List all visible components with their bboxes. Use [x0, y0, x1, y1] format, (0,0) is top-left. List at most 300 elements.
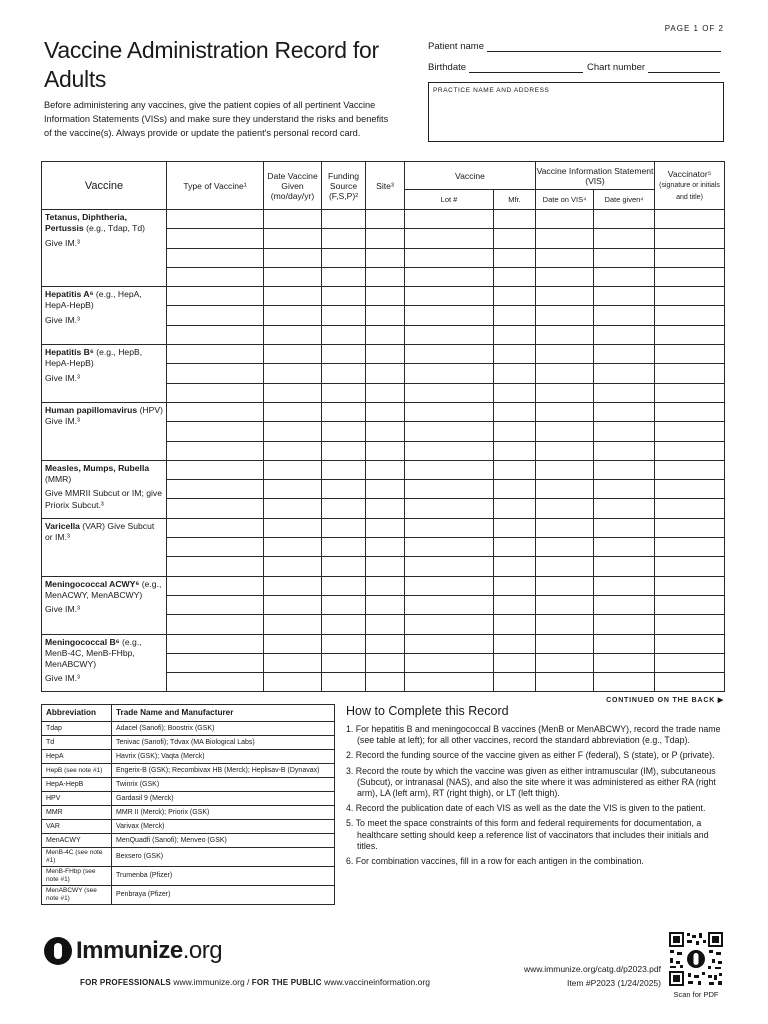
entry-cell[interactable] [494, 345, 536, 364]
entry-cell[interactable] [366, 267, 405, 286]
entry-cell[interactable] [264, 673, 322, 692]
entry-cell[interactable] [264, 518, 322, 537]
entry-cell[interactable] [655, 634, 725, 653]
entry-cell[interactable] [322, 499, 366, 518]
abbr-row [42, 848, 335, 867]
entry-cell[interactable] [405, 538, 494, 557]
entry-cell[interactable] [536, 383, 594, 402]
birthdate-field[interactable] [428, 61, 583, 73]
abbreviation-table [41, 704, 335, 905]
col-vaccine: Vaccine [42, 162, 167, 210]
entry-cell[interactable] [536, 460, 594, 479]
entry-cell[interactable] [366, 595, 405, 614]
entry-cell[interactable] [405, 576, 494, 595]
entry-cell[interactable] [167, 267, 264, 286]
document-url[interactable]: www.immunize.org/catg.d/p2023.pdf [523, 964, 661, 974]
vaccine-name-cell [42, 518, 167, 576]
entry-cell[interactable] [167, 345, 264, 364]
how-to-item: 3. Record the route by which the vaccine was given as either intramuscular (IM), subcutaneous (Subcut), or intranasal (NAS), and also the site where it was administered as either RA (right arm), LA (left arm), RT (right thigh), or LT (left thigh). [346, 765, 716, 799]
entry-cell[interactable] [366, 422, 405, 441]
entry-cell[interactable] [366, 364, 405, 383]
birthdate-label: Birthdate [428, 62, 467, 73]
entry-cell[interactable] [494, 460, 536, 479]
entry-cell[interactable] [655, 518, 725, 537]
entry-cell[interactable] [405, 306, 494, 325]
entry-cell[interactable] [594, 595, 655, 614]
entry-cell[interactable] [167, 576, 264, 595]
entry-cell[interactable] [594, 287, 655, 306]
entry-cell[interactable] [322, 383, 366, 402]
abbr-row [42, 736, 335, 750]
entry-cell[interactable] [655, 306, 725, 325]
practice-label: PRACTICE NAME AND ADDRESS [433, 87, 550, 94]
entry-cell[interactable] [494, 267, 536, 286]
entry-cell[interactable] [264, 287, 322, 306]
entry-cell[interactable] [405, 615, 494, 634]
entry-cell[interactable] [366, 653, 405, 672]
entry-cell[interactable] [366, 383, 405, 402]
entry-cell[interactable] [366, 634, 405, 653]
entry-cell[interactable] [264, 364, 322, 383]
continued-on-back: CONTINUED ON THE BACK ▶ [606, 697, 724, 704]
entry-cell[interactable] [594, 653, 655, 672]
entry-cell[interactable] [322, 210, 366, 229]
entry-cell[interactable] [536, 345, 594, 364]
entry-cell[interactable] [264, 557, 322, 576]
abbr-row [42, 792, 335, 806]
entry-cell[interactable] [536, 576, 594, 595]
vaccine-name: Varicella [45, 520, 80, 531]
col-vaccine-group: Vaccine [405, 162, 536, 190]
entry-cell[interactable] [167, 480, 264, 499]
how-to-item: 6. For combination vaccines, fill in a row for each antigen in the combination. [346, 856, 644, 867]
abbr-row [42, 886, 335, 905]
immunize-logo[interactable] [44, 937, 222, 965]
entry-cell[interactable] [494, 538, 536, 557]
entry-cell[interactable] [655, 460, 725, 479]
entry-cell[interactable] [405, 634, 494, 653]
abbreviation-cell: MMR [42, 806, 112, 820]
vaccine-examples: (HPV) Give IM.³ [45, 404, 163, 427]
entry-cell[interactable] [494, 229, 536, 248]
entry-cell[interactable] [405, 595, 494, 614]
entry-cell[interactable] [264, 653, 322, 672]
entry-cell[interactable] [655, 383, 725, 402]
entry-cell[interactable] [366, 499, 405, 518]
entry-cell[interactable] [536, 325, 594, 344]
document-info [524, 962, 661, 990]
entry-cell[interactable] [405, 248, 494, 267]
entry-cell[interactable] [536, 422, 594, 441]
entry-cell[interactable] [264, 229, 322, 248]
entry-cell[interactable] [655, 267, 725, 286]
trade-name-cell: Gardasil 9 (Merck) [112, 792, 335, 806]
entry-cell[interactable] [594, 402, 655, 421]
entry-cell[interactable] [594, 557, 655, 576]
entry-cell[interactable] [536, 595, 594, 614]
entry-cell[interactable] [264, 441, 322, 460]
entry-cell[interactable] [366, 441, 405, 460]
entry-cell[interactable] [264, 595, 322, 614]
entry-cell[interactable] [536, 499, 594, 518]
entry-cell[interactable] [167, 441, 264, 460]
abbr-header: Abbreviation [42, 705, 112, 722]
entry-cell[interactable] [167, 248, 264, 267]
entry-cell[interactable] [655, 325, 725, 344]
entry-cell[interactable] [366, 576, 405, 595]
col-vis-group: Vaccine Information Statement (VIS) [536, 162, 655, 190]
entry-cell[interactable] [264, 499, 322, 518]
entry-cell[interactable] [167, 306, 264, 325]
entry-cell[interactable] [494, 634, 536, 653]
item-number: Item #P2023 (1/24/2025) [566, 978, 661, 988]
entry-cell[interactable] [167, 229, 264, 248]
entry-cell[interactable] [536, 615, 594, 634]
entry-cell[interactable] [167, 557, 264, 576]
record-row [42, 634, 725, 653]
entry-cell[interactable] [536, 306, 594, 325]
entry-cell[interactable] [322, 653, 366, 672]
entry-cell[interactable] [594, 345, 655, 364]
entry-cell[interactable] [594, 634, 655, 653]
entry-cell[interactable] [655, 210, 725, 229]
entry-cell[interactable] [167, 634, 264, 653]
vaccine-examples: (e.g., HepB, HepA-HepB) [45, 347, 143, 369]
vaccinator-header: Vaccinator⁵ [667, 168, 712, 179]
col-funding: Funding Source (F,S,P)² [322, 162, 366, 210]
entry-cell[interactable] [264, 576, 322, 595]
entry-cell[interactable] [366, 402, 405, 421]
entry-cell[interactable] [594, 518, 655, 537]
entry-cell[interactable] [536, 248, 594, 267]
trade-name-cell: Trumenba (Pfizer) [112, 867, 335, 886]
entry-cell[interactable] [536, 229, 594, 248]
col-vis-date: Date on VIS⁴ [536, 190, 594, 210]
entry-cell[interactable] [366, 325, 405, 344]
entry-cell[interactable] [536, 210, 594, 229]
entry-cell[interactable] [655, 287, 725, 306]
entry-cell[interactable] [366, 345, 405, 364]
abbr-row [42, 867, 335, 886]
entry-cell[interactable] [594, 441, 655, 460]
vaccinator-note: (signature or initials and title) [659, 181, 720, 201]
how-to-list [346, 724, 726, 867]
entry-cell[interactable] [167, 402, 264, 421]
patient-name-label: Patient name [428, 41, 484, 52]
patient-name-line[interactable] [487, 40, 721, 52]
entry-cell[interactable] [167, 595, 264, 614]
entry-cell[interactable] [494, 383, 536, 402]
entry-cell[interactable] [536, 402, 594, 421]
entry-cell[interactable] [536, 557, 594, 576]
entry-cell[interactable] [594, 248, 655, 267]
entry-cell[interactable] [264, 267, 322, 286]
entry-cell[interactable] [594, 364, 655, 383]
entry-cell[interactable] [655, 557, 725, 576]
entry-cell[interactable] [322, 267, 366, 286]
entry-cell[interactable] [167, 460, 264, 479]
entry-cell[interactable] [536, 673, 594, 692]
entry-cell[interactable] [322, 287, 366, 306]
entry-cell[interactable] [167, 422, 264, 441]
entry-cell[interactable] [594, 422, 655, 441]
entry-cell[interactable] [322, 538, 366, 557]
public-link[interactable]: www.vaccineinformation.org [324, 977, 430, 987]
entry-cell[interactable] [536, 634, 594, 653]
vaccine-examples: (e.g., HepA, HepA-HepB) [45, 289, 142, 311]
trade-name-cell: Havrix (GSK); Vaqta (Merck) [112, 750, 335, 764]
entry-cell[interactable] [655, 248, 725, 267]
entry-cell[interactable] [322, 441, 366, 460]
entry-cell[interactable] [494, 480, 536, 499]
entry-cell[interactable] [167, 383, 264, 402]
entry-cell[interactable] [655, 422, 725, 441]
entry-cell[interactable] [405, 673, 494, 692]
entry-cell[interactable] [494, 402, 536, 421]
entry-cell[interactable] [366, 287, 405, 306]
entry-cell[interactable] [167, 673, 264, 692]
patient-name-field[interactable] [428, 40, 721, 52]
entry-cell[interactable] [167, 499, 264, 518]
entry-cell[interactable] [366, 306, 405, 325]
record-body [42, 210, 725, 692]
entry-cell[interactable] [494, 499, 536, 518]
entry-cell[interactable] [536, 267, 594, 286]
entry-cell[interactable] [167, 325, 264, 344]
entry-cell[interactable] [405, 402, 494, 421]
entry-cell[interactable] [322, 673, 366, 692]
how-to-item: 5. To meet the space constraints of this form and federal requirements for documentation, a healthcare setting should keep a reference list of vaccinators that includes their initials and titles. [346, 818, 709, 851]
entry-cell[interactable] [536, 538, 594, 557]
entry-cell[interactable] [264, 306, 322, 325]
entry-cell[interactable] [536, 480, 594, 499]
entry-cell[interactable] [405, 267, 494, 286]
entry-cell[interactable] [322, 229, 366, 248]
entry-cell[interactable] [494, 557, 536, 576]
entry-cell[interactable] [366, 480, 405, 499]
entry-cell[interactable] [405, 653, 494, 672]
entry-cell[interactable] [264, 538, 322, 557]
entry-cell[interactable] [366, 210, 405, 229]
practice-box[interactable] [428, 82, 724, 142]
entry-cell[interactable] [536, 287, 594, 306]
record-row [42, 287, 725, 306]
entry-cell[interactable] [322, 595, 366, 614]
trade-name-cell: MenQuadfi (Sanofi); Menveo (GSK) [112, 834, 335, 848]
entry-cell[interactable] [536, 441, 594, 460]
chart-number-line[interactable] [648, 61, 720, 73]
entry-cell[interactable] [322, 325, 366, 344]
entry-cell[interactable] [322, 422, 366, 441]
entry-cell[interactable] [405, 480, 494, 499]
entry-cell[interactable] [366, 557, 405, 576]
entry-cell[interactable] [494, 653, 536, 672]
trade-name-cell: Bexsero (GSK) [112, 848, 335, 867]
entry-cell[interactable] [655, 595, 725, 614]
entry-cell[interactable] [322, 306, 366, 325]
entry-cell[interactable] [594, 538, 655, 557]
entry-cell[interactable] [655, 499, 725, 518]
entry-cell[interactable] [167, 364, 264, 383]
qr-code-icon[interactable] [668, 931, 724, 987]
entry-cell[interactable] [167, 615, 264, 634]
entry-cell[interactable] [264, 402, 322, 421]
entry-cell[interactable] [264, 248, 322, 267]
vaccine-name-cell [42, 345, 167, 403]
abbreviation-cell: MenACWY [42, 834, 112, 848]
entry-cell[interactable] [594, 383, 655, 402]
entry-cell[interactable] [494, 576, 536, 595]
entry-cell[interactable] [494, 441, 536, 460]
entry-cell[interactable] [494, 248, 536, 267]
abbreviation-cell: Tdap [42, 722, 112, 736]
entry-cell[interactable] [405, 325, 494, 344]
entry-cell[interactable] [405, 460, 494, 479]
entry-cell[interactable] [594, 325, 655, 344]
entry-cell[interactable] [494, 306, 536, 325]
entry-cell[interactable] [322, 615, 366, 634]
abbr-row [42, 820, 335, 834]
abbreviation-cell: MenB-4C (see note #1) [42, 848, 112, 867]
entry-cell[interactable] [322, 345, 366, 364]
entry-cell[interactable] [655, 576, 725, 595]
entry-cell[interactable] [264, 325, 322, 344]
entry-cell[interactable] [594, 499, 655, 518]
entry-cell[interactable] [264, 480, 322, 499]
entry-cell[interactable] [322, 460, 366, 479]
entry-cell[interactable] [322, 576, 366, 595]
entry-cell[interactable] [366, 615, 405, 634]
entry-cell[interactable] [655, 345, 725, 364]
entry-cell[interactable] [655, 402, 725, 421]
abbreviation-cell: HPV [42, 792, 112, 806]
entry-cell[interactable] [494, 325, 536, 344]
entry-cell[interactable] [655, 229, 725, 248]
record-row [42, 460, 725, 479]
entry-cell[interactable] [494, 364, 536, 383]
entry-cell[interactable] [322, 518, 366, 537]
entry-cell[interactable] [655, 653, 725, 672]
entry-cell[interactable] [494, 595, 536, 614]
entry-cell[interactable] [366, 673, 405, 692]
entry-cell[interactable] [536, 653, 594, 672]
vaccine-name: Measles, Mumps, Rubella [45, 462, 150, 473]
vaccine-name-cell [42, 287, 167, 345]
vaccine-name-cell [42, 634, 167, 692]
entry-cell[interactable] [655, 441, 725, 460]
entry-cell[interactable] [264, 615, 322, 634]
for-professionals-label: FOR PROFESSIONALS [80, 978, 171, 987]
entry-cell[interactable] [405, 383, 494, 402]
entry-cell[interactable] [594, 229, 655, 248]
entry-cell[interactable] [405, 557, 494, 576]
entry-cell[interactable] [655, 673, 725, 692]
abbreviation-cell: HepA [42, 750, 112, 764]
vaccine-route: Give IM.³ [45, 673, 80, 684]
entry-cell[interactable] [322, 402, 366, 421]
entry-cell[interactable] [594, 673, 655, 692]
entry-cell[interactable] [322, 364, 366, 383]
entry-cell[interactable] [494, 210, 536, 229]
entry-cell[interactable] [594, 615, 655, 634]
entry-cell[interactable] [405, 518, 494, 537]
entry-cell[interactable] [167, 210, 264, 229]
entry-cell[interactable] [594, 576, 655, 595]
col-site: Site³ [366, 162, 405, 210]
page-number: PAGE 1 OF 2 [664, 24, 724, 33]
entry-cell[interactable] [264, 210, 322, 229]
entry-cell[interactable] [366, 229, 405, 248]
how-to-section [346, 704, 726, 871]
entry-cell[interactable] [655, 538, 725, 557]
entry-cell[interactable] [655, 480, 725, 499]
entry-cell[interactable] [264, 634, 322, 653]
entry-cell[interactable] [167, 287, 264, 306]
abbr-row [42, 750, 335, 764]
entry-cell[interactable] [655, 615, 725, 634]
entry-cell[interactable] [322, 557, 366, 576]
entry-cell[interactable] [366, 538, 405, 557]
professionals-link[interactable]: www.immunize.org [173, 977, 245, 987]
entry-cell[interactable] [366, 518, 405, 537]
entry-cell[interactable] [366, 248, 405, 267]
birthdate-line[interactable] [469, 61, 583, 73]
entry-cell[interactable] [167, 653, 264, 672]
entry-cell[interactable] [405, 345, 494, 364]
entry-cell[interactable] [536, 364, 594, 383]
entry-cell[interactable] [405, 229, 494, 248]
vaccine-route: Give IM.³ [45, 314, 80, 325]
entry-cell[interactable] [264, 345, 322, 364]
entry-cell[interactable] [405, 364, 494, 383]
trade-name-cell: Penbraya (Pfizer) [112, 886, 335, 905]
entry-cell[interactable] [405, 499, 494, 518]
administration-record-table [41, 161, 725, 692]
scan-for-pdf-label: Scan for PDF [673, 990, 719, 999]
entry-cell[interactable] [494, 422, 536, 441]
entry-cell[interactable] [405, 287, 494, 306]
entry-cell[interactable] [167, 518, 264, 537]
entry-cell[interactable] [494, 287, 536, 306]
entry-cell[interactable] [494, 518, 536, 537]
chart-number-label: Chart number [587, 62, 646, 73]
entry-cell[interactable] [322, 480, 366, 499]
entry-cell[interactable] [494, 673, 536, 692]
entry-cell[interactable] [405, 210, 494, 229]
chart-number-field[interactable] [587, 61, 720, 73]
entry-cell[interactable] [264, 383, 322, 402]
entry-cell[interactable] [264, 460, 322, 479]
entry-cell[interactable] [594, 267, 655, 286]
how-to-item: 1. For hepatitis B and meningococcal B vaccines (MenB or MenABCWY), record the trade name (see table at left); for all other vaccines, record the standard abbreviation (e.g., Tdap). [346, 724, 721, 746]
entry-cell[interactable] [167, 538, 264, 557]
entry-cell[interactable] [322, 634, 366, 653]
entry-cell[interactable] [405, 422, 494, 441]
entry-cell[interactable] [594, 460, 655, 479]
entry-cell[interactable] [655, 364, 725, 383]
entry-cell[interactable] [405, 441, 494, 460]
vaccine-examples: (e.g., MenACWY, MenABCWY) [45, 578, 162, 600]
entry-cell[interactable] [594, 480, 655, 499]
entry-cell[interactable] [322, 248, 366, 267]
entry-cell[interactable] [264, 422, 322, 441]
entry-cell[interactable] [594, 210, 655, 229]
entry-cell[interactable] [536, 518, 594, 537]
vaccine-name: Tetanus, Diphtheria, Pertussis [45, 212, 127, 234]
entry-cell[interactable] [494, 615, 536, 634]
entry-cell[interactable] [366, 460, 405, 479]
entry-cell[interactable] [594, 306, 655, 325]
